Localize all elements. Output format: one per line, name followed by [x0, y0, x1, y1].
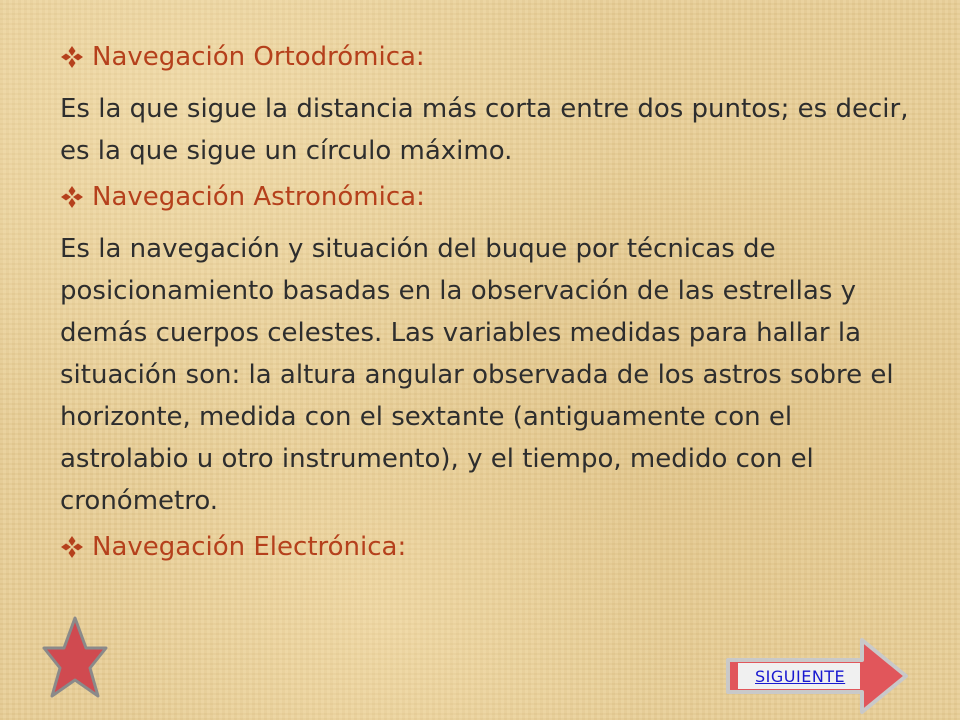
heading-ortodromica [60, 38, 920, 76]
heading-astronomica [60, 178, 920, 216]
slide-content [60, 38, 920, 578]
heading-label: Navegación Electrónica: [92, 532, 407, 562]
heading-label: Navegación Astronómica: [92, 182, 425, 212]
heading-label: Navegación Ortodrómica: [92, 42, 425, 72]
star-icon[interactable] [42, 614, 108, 700]
diamond-bullet-icon [60, 185, 84, 209]
diamond-bullet-icon [60, 45, 84, 69]
paragraph-ortodromica: Es la que sigue la distancia más corta entre dos puntos; es decir, es la que sigue un círculo máximo. [60, 94, 909, 166]
next-link[interactable]: SIGUIENTE [755, 667, 846, 686]
paragraph-astronomica: Es la navegación y situación del buque por técnicas de posicionamiento basadas en la observación de las estrellas y demás cuerpos celestes. Las variables medidas para hallar la situación son: la altura angular observada de los astros sobre el horizonte, medida con el sextante (antiguamente con el astrolabio u otro instrumento), y el tiempo, medido con el cronómetro. [60, 234, 894, 516]
heading-electronica [60, 528, 920, 566]
diamond-bullet-icon [60, 535, 84, 559]
